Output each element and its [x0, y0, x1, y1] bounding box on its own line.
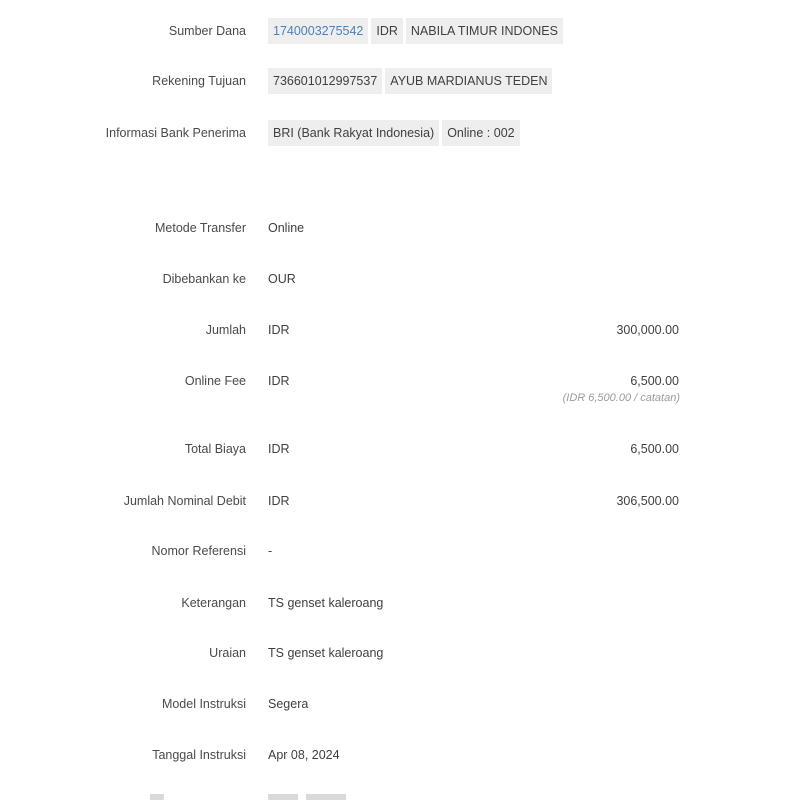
- bank-penerima-chips: [268, 120, 520, 146]
- uraian-label: Uraian: [209, 646, 246, 660]
- row-model-instruksi: [0, 691, 800, 717]
- cutoff-next-row: [0, 792, 800, 802]
- jumlah-currency: IDR: [268, 323, 290, 337]
- online-fee-currency: IDR: [268, 374, 290, 388]
- row-nomor-referensi: [0, 538, 800, 564]
- total-biaya-amount: 6,500.00: [630, 442, 679, 456]
- tanggal-instruksi-value: Apr 08, 2024: [268, 748, 340, 762]
- row-online-fee: [0, 368, 800, 404]
- model-instruksi-label: Model Instruksi: [161, 697, 246, 711]
- online-fee-amount: 6,500.00: [630, 374, 679, 388]
- sumber-dana-account-link[interactable]: 1740003275542: [268, 18, 368, 44]
- jumlah-nominal-debit-currency: IDR: [268, 494, 290, 508]
- jumlah-label: Jumlah: [205, 323, 246, 337]
- nomor-referensi-value: -: [268, 544, 273, 558]
- total-biaya-label: Total Biaya: [184, 442, 246, 456]
- row-jumlah: [0, 317, 800, 343]
- row-sumber-dana: [0, 18, 800, 44]
- bank-penerima-code: Online : 002: [442, 120, 519, 146]
- jumlah-nominal-debit-amount: 306,500.00: [616, 494, 679, 508]
- rekening-tujuan-account: 736601012997537: [268, 68, 382, 94]
- sumber-dana-chips: [268, 18, 563, 44]
- row-dibebankan-ke: [0, 266, 800, 292]
- row-uraian: [0, 640, 800, 666]
- row-bank-penerima: [0, 120, 800, 146]
- uraian-value: TS genset kaleroang: [268, 646, 384, 660]
- row-tanggal-instruksi: [0, 742, 800, 768]
- keterangan-label: Keterangan: [181, 596, 246, 610]
- tanggal-instruksi-label: Tanggal Instruksi: [152, 748, 246, 762]
- bank-penerima-label: Informasi Bank Penerima: [105, 126, 246, 140]
- dibebankan-ke-value: OUR: [268, 272, 296, 286]
- rekening-tujuan-chips: [268, 68, 552, 94]
- keterangan-value: TS genset kaleroang: [268, 596, 384, 610]
- row-keterangan: [0, 590, 800, 616]
- bank-penerima-bank: BRI (Bank Rakyat Indonesia): [268, 120, 439, 146]
- dibebankan-ke-label: Dibebankan ke: [162, 272, 246, 286]
- row-rekening-tujuan: [0, 68, 800, 94]
- total-biaya-currency: IDR: [268, 442, 290, 456]
- metode-transfer-label: Metode Transfer: [154, 221, 246, 235]
- sumber-dana-name: NABILA TIMUR INDONES: [406, 18, 563, 44]
- jumlah-amount: 300,000.00: [616, 323, 679, 337]
- nomor-referensi-label: Nomor Referensi: [151, 544, 246, 558]
- sumber-dana-currency: IDR: [371, 18, 403, 44]
- sumber-dana-label: Sumber Dana: [168, 24, 246, 38]
- row-total-biaya: [0, 436, 800, 462]
- rekening-tujuan-label: Rekening Tujuan: [152, 74, 246, 88]
- row-metode-transfer: [0, 215, 800, 241]
- jumlah-nominal-debit-label: Jumlah Nominal Debit: [123, 494, 246, 508]
- online-fee-note: (IDR 6,500.00 / catatan): [562, 392, 680, 404]
- row-jumlah-nominal-debit: [0, 488, 800, 514]
- metode-transfer-value: Online: [268, 221, 305, 235]
- online-fee-label: Online Fee: [184, 374, 246, 388]
- rekening-tujuan-name: AYUB MARDIANUS TEDEN: [385, 68, 552, 94]
- model-instruksi-value: Segera: [268, 697, 309, 711]
